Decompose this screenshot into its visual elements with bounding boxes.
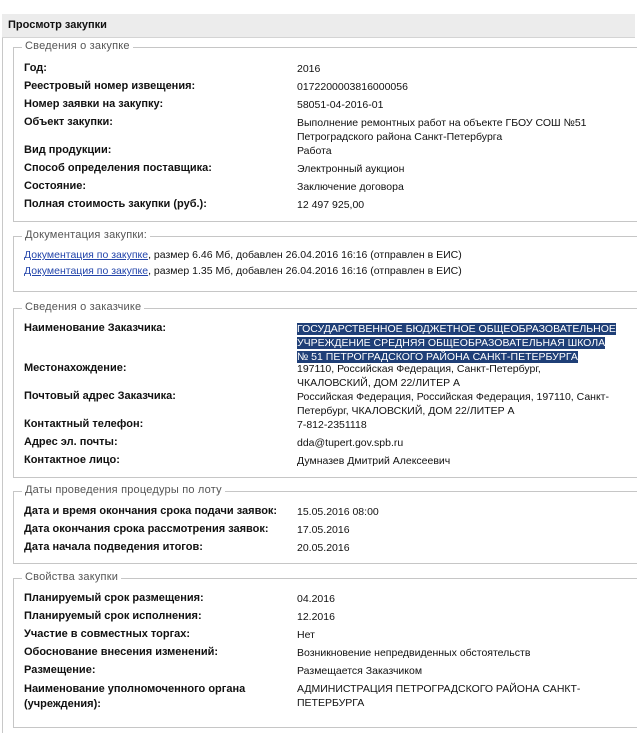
field-value: 58051-04-2016-01 (297, 99, 384, 111)
field-value: Возникновение непредвиденных обстоятельств (297, 647, 531, 659)
purchase-info-section (13, 40, 637, 222)
field-value: 0172200003816000056 (297, 81, 408, 93)
customer-row (24, 362, 637, 390)
field-label: Местонахождение: (24, 362, 127, 374)
field-label: Номер заявки на закупку: (24, 98, 164, 110)
field-value: 12 497 925,00 (297, 199, 365, 211)
customer-name-value[interactable]: ГОСУДАРСТВЕННОЕ БЮДЖЕТНОЕ ОБЩЕОБРАЗОВАТЕЛЬНОЕ УЧРЕЖДЕНИЕ СРЕДНЯЯ ОБЩЕОБРАЗОВАТЕЛЬНАЯ ШКОЛА № 51 ПЕТРОГРАДСКОГО РАЙОНА САНКТ-ПЕТЕРБУРГА (297, 323, 616, 363)
window-title-bar (2, 14, 635, 38)
field-value: 17.05.2016 (297, 524, 350, 536)
field-value: 20.05.2016 (297, 542, 350, 554)
field-value: Думназев Дмитрий Алексеевич (297, 455, 451, 467)
properties-row (24, 646, 637, 660)
documentation-legend: Документация закупки: (22, 229, 150, 241)
field-value: Электронный аукцион (297, 163, 405, 175)
dates-row (24, 541, 637, 555)
field-label: Объект закупки: (24, 116, 113, 128)
field-value: Выполнение ремонтных работ на объекте ГБОУ СОШ №51 Петроградского района Санкт-Петербурга (297, 117, 587, 143)
purchase-row (24, 180, 637, 194)
field-label: Реестровый номер извещения: (24, 80, 196, 92)
properties-row (24, 610, 637, 624)
purchase-row (24, 98, 637, 112)
properties-row (24, 592, 637, 606)
field-label: Полная стоимость закупки (руб.): (24, 198, 207, 210)
purchase-row (24, 116, 637, 144)
field-label: Размещение: (24, 664, 96, 676)
properties-legend: Свойства закупки (22, 571, 121, 583)
field-value: Работа (297, 145, 332, 157)
field-label: Дата и время окончания срока подачи заявок: (24, 505, 278, 517)
properties-section (13, 571, 637, 728)
purchase-info-legend: Сведения о закупке (22, 40, 133, 52)
document-link[interactable]: Документация по закупке (24, 249, 149, 261)
customer-row (24, 418, 637, 432)
properties-row (24, 664, 637, 678)
field-value: Заключение договора (297, 181, 404, 193)
document-link[interactable]: Документация по закупке (24, 265, 149, 277)
field-value: 12.2016 (297, 611, 335, 623)
purchase-row (24, 80, 637, 94)
field-value: АДМИНИСТРАЦИЯ ПЕТРОГРАДСКОГО РАЙОНА САНКТ-ПЕТЕРБУРГА (297, 683, 581, 709)
field-label: Дата начала подведения итогов: (24, 541, 203, 553)
field-label: Наименование Заказчика: (24, 322, 167, 334)
field-label: Почтовый адрес Заказчика: (24, 390, 176, 402)
document-item (24, 265, 462, 277)
document-item (24, 249, 462, 261)
window-title: Просмотр закупки (8, 19, 107, 31)
field-label: Контактный телефон: (24, 418, 144, 430)
documentation-section (13, 229, 637, 292)
field-label: Участие в совместных торгах: (24, 628, 191, 640)
field-value: Российская Федерация, Российская Федерация, 197110, Санкт-Петербург, ЧКАЛОВСКИЙ, ДОМ 22/ЛИТЕР А (297, 391, 609, 417)
purchase-row (24, 62, 637, 76)
field-value: 04.2016 (297, 593, 335, 605)
field-label: Год: (24, 62, 47, 74)
field-value: dda@tupert.gov.spb.ru (297, 437, 404, 449)
field-value: 7-812-2351118 (297, 419, 367, 431)
dates-row (24, 523, 637, 537)
properties-row (24, 628, 637, 642)
field-label: Контактное лицо: (24, 454, 120, 466)
field-label: Дата окончания срока рассмотрения заявок: (24, 523, 269, 535)
customer-info-legend: Сведения о заказчике (22, 301, 144, 313)
customer-info-section (13, 301, 637, 478)
field-value: 2016 (297, 63, 321, 75)
customer-name-value-wrap (297, 322, 617, 364)
field-value: 197110, Российская Федерация, Санкт-Петербург, ЧКАЛОВСКИЙ, ДОМ 22/ЛИТЕР А (297, 363, 541, 389)
customer-row (24, 436, 637, 450)
field-value: Нет (297, 629, 315, 641)
field-label: Наименование уполномоченного органа (учреждения): (24, 683, 246, 710)
purchase-row (24, 198, 637, 212)
customer-row (24, 454, 637, 468)
document-info: , размер 6.46 Мб, добавлен 26.04.2016 16:16 (отправлен в ЕИС) (148, 249, 462, 261)
field-label: Планируемый срок исполнения: (24, 610, 202, 622)
field-label: Способ определения поставщика: (24, 162, 212, 174)
customer-row (24, 390, 637, 418)
properties-row (24, 682, 637, 712)
dates-row (24, 505, 637, 519)
field-label: Планируемый срок размещения: (24, 592, 204, 604)
purchase-row (24, 162, 637, 176)
field-label: Адрес эл. почты: (24, 436, 118, 448)
customer-name-row (24, 322, 637, 366)
field-value: 15.05.2016 08:00 (297, 506, 379, 518)
field-value: Размещается Заказчиком (297, 665, 423, 677)
purchase-row (24, 144, 637, 158)
document-info: , размер 1.35 Мб, добавлен 26.04.2016 16:16 (отправлен в ЕИС) (148, 265, 462, 277)
field-label: Состояние: (24, 180, 87, 192)
dates-legend: Даты проведения процедуры по лоту (22, 484, 225, 496)
field-label: Обоснование внесения изменений: (24, 646, 219, 658)
dates-section (13, 484, 637, 564)
field-label: Вид продукции: (24, 144, 112, 156)
